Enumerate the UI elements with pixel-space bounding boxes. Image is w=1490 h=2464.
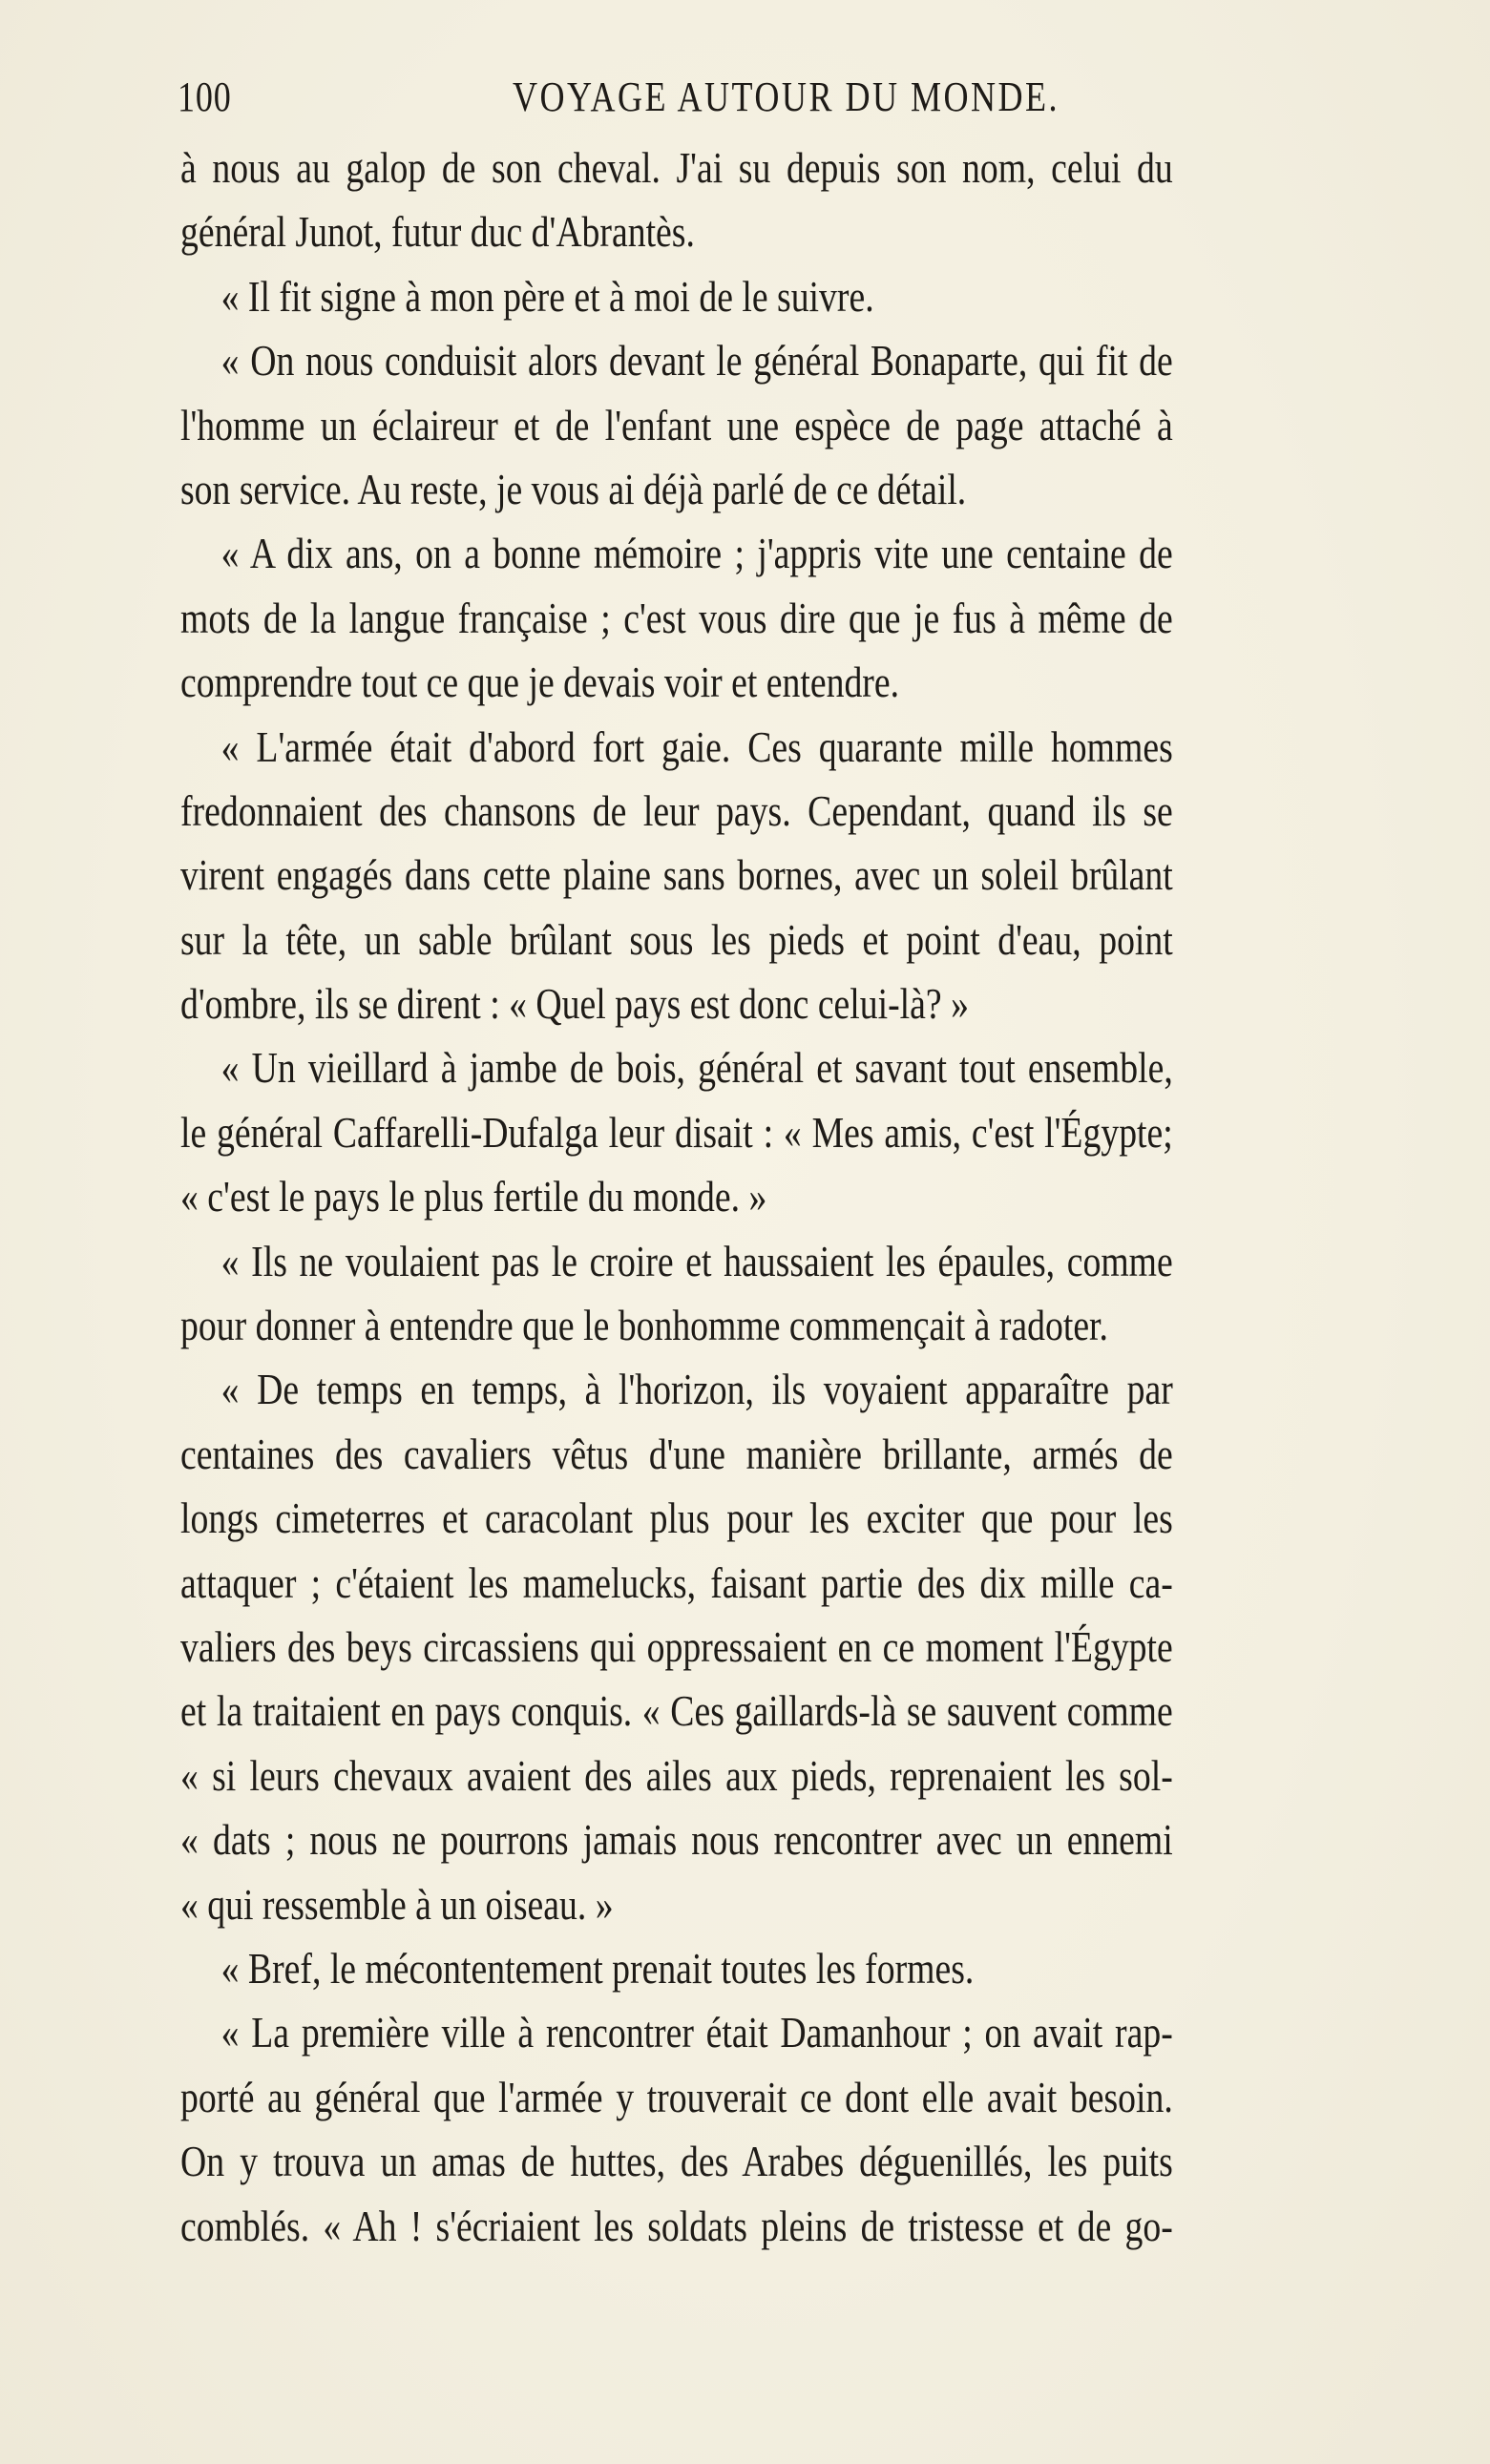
- text-line: [180, 393, 1391, 457]
- text-line: [180, 1229, 1391, 1293]
- text-line: [180, 1936, 1391, 2000]
- text-line-content: « Bref, le mécontentement prenait toutes les formes.: [220, 1943, 975, 1993]
- text-line: [180, 136, 1391, 199]
- text-line-content: « La première ville à rencontrer était Damanhour ; on avait rap-: [220, 2008, 1173, 2057]
- body-text: [180, 136, 1391, 2258]
- text-line: [180, 971, 1391, 1035]
- text-line-content: « Ils ne voulaient pas le croire et haussaient les épaules, comme: [220, 1236, 1173, 1285]
- text-line-content: « On nous conduisit alors devant le général Bonaparte, qui fit de: [220, 336, 1173, 386]
- text-line: [180, 1744, 1391, 1807]
- text-line-content: « De temps en temps, à l'horizon, ils voyaient apparaître par: [220, 1365, 1173, 1414]
- text-line-content: fredonnaient des chansons de leur pays. Cependant, quand ils se: [180, 785, 1173, 835]
- text-line-content: « Un vieillard à jambe de bois, général et savant tout ensemble,: [220, 1043, 1173, 1093]
- text-line-content: comprendre tout ce que je devais voir et entendre.: [180, 658, 900, 707]
- text-line: [180, 264, 1391, 328]
- text-line: [180, 328, 1391, 392]
- text-line: [180, 586, 1391, 650]
- text-line-content: « A dix ans, on a bonne mémoire ; j'appris vite une centaine de: [220, 529, 1173, 578]
- text-line-content: « c'est le pays le plus fertile du monde. »: [180, 1172, 767, 1222]
- text-line: [180, 650, 1391, 714]
- text-line: [180, 1872, 1391, 1936]
- text-line: [180, 1293, 1391, 1357]
- text-line: [180, 2129, 1391, 2193]
- text-line-content: « L'armée était d'abord fort gaie. Ces quarante mille hommes: [220, 721, 1173, 771]
- text-line: [180, 1164, 1391, 1228]
- text-line-content: On y trouva un amas de huttes, des Arabes déguenillés, les puits: [180, 2137, 1173, 2186]
- text-line-content: « dats ; nous ne pourrons jamais nous rencontrer avec un ennemi: [180, 1815, 1173, 1865]
- text-line: [180, 2065, 1391, 2129]
- text-line-content: son service. Au reste, je vous ai déjà parlé de ce détail.: [180, 464, 967, 513]
- text-line-content: à nous au galop de son cheval. J'ai su depuis son nom, celui du: [180, 143, 1173, 192]
- text-line: [180, 843, 1391, 907]
- text-line: [180, 1422, 1391, 1486]
- text-line: [180, 1357, 1391, 1421]
- text-line: [180, 521, 1391, 585]
- text-line-content: valiers des beys circassiens qui oppressaient en ce moment l'Égypte: [180, 1621, 1173, 1671]
- running-title: VOYAGE AUTOUR DU MONDE.: [512, 73, 1060, 120]
- page-number: 100: [178, 73, 232, 120]
- text-line-content: longs cimeterres et caracolant plus pour les exciter que pour les: [180, 1493, 1173, 1543]
- text-line-content: « qui ressemble à un oiseau. »: [180, 1879, 614, 1929]
- text-line: [180, 457, 1391, 521]
- text-line-content: « si leurs chevaux avaient des ailes aux pieds, reprenaient les sol-: [180, 1750, 1173, 1800]
- page-header: [178, 73, 1395, 130]
- text-line-content: général Junot, futur duc d'Abrantès.: [180, 207, 695, 257]
- text-line: [180, 199, 1391, 263]
- text-line-content: sur la tête, un sable brûlant sous les pieds et point d'eau, point: [180, 914, 1173, 964]
- text-line-content: l'homme un éclaireur et de l'enfant une espèce de page attaché à: [180, 400, 1173, 449]
- text-line-content: porté au général que l'armée y trouverait ce dont elle avait besoin.: [180, 2072, 1173, 2121]
- text-line: [180, 1035, 1391, 1099]
- text-line-content: « Il fit signe à mon père et à moi de le suivre.: [220, 271, 874, 321]
- text-line-content: pour donner à entendre que le bonhomme commençait à radoter.: [180, 1301, 1108, 1350]
- text-line: [180, 2000, 1391, 2064]
- text-line-content: attaquer ; c'étaient les mamelucks, faisant partie des dix mille ca-: [180, 1557, 1173, 1607]
- text-line-content: et la traitaient en pays conquis. « Ces gaillards-là se sauvent comme: [180, 1686, 1173, 1736]
- text-line: [180, 715, 1391, 779]
- text-line: [180, 1615, 1391, 1679]
- text-line-content: le général Caffarelli-Dufalga leur disait : « Mes amis, c'est l'Égypte;: [180, 1107, 1173, 1157]
- text-line: [180, 1486, 1391, 1550]
- text-line-content: centaines des cavaliers vêtus d'une manière brillante, armés de: [180, 1429, 1173, 1478]
- text-line: [180, 2194, 1391, 2258]
- text-line-content: virent engagés dans cette plaine sans bornes, avec un soleil brûlant: [180, 850, 1173, 900]
- text-line-content: d'ombre, ils se dirent : « Quel pays est donc celui-là? »: [180, 979, 969, 1029]
- text-line: [180, 1807, 1391, 1871]
- text-line: [180, 779, 1391, 843]
- text-line-content: mots de la langue française ; c'est vous dire que je fus à même de: [180, 593, 1173, 642]
- text-line: [180, 1551, 1391, 1615]
- text-line: [180, 908, 1391, 971]
- text-line-content: comblés. « Ah ! s'écriaient les soldats pleins de tristesse et de go-: [180, 2201, 1173, 2250]
- text-line: [180, 1679, 1391, 1743]
- text-line: [180, 1100, 1391, 1164]
